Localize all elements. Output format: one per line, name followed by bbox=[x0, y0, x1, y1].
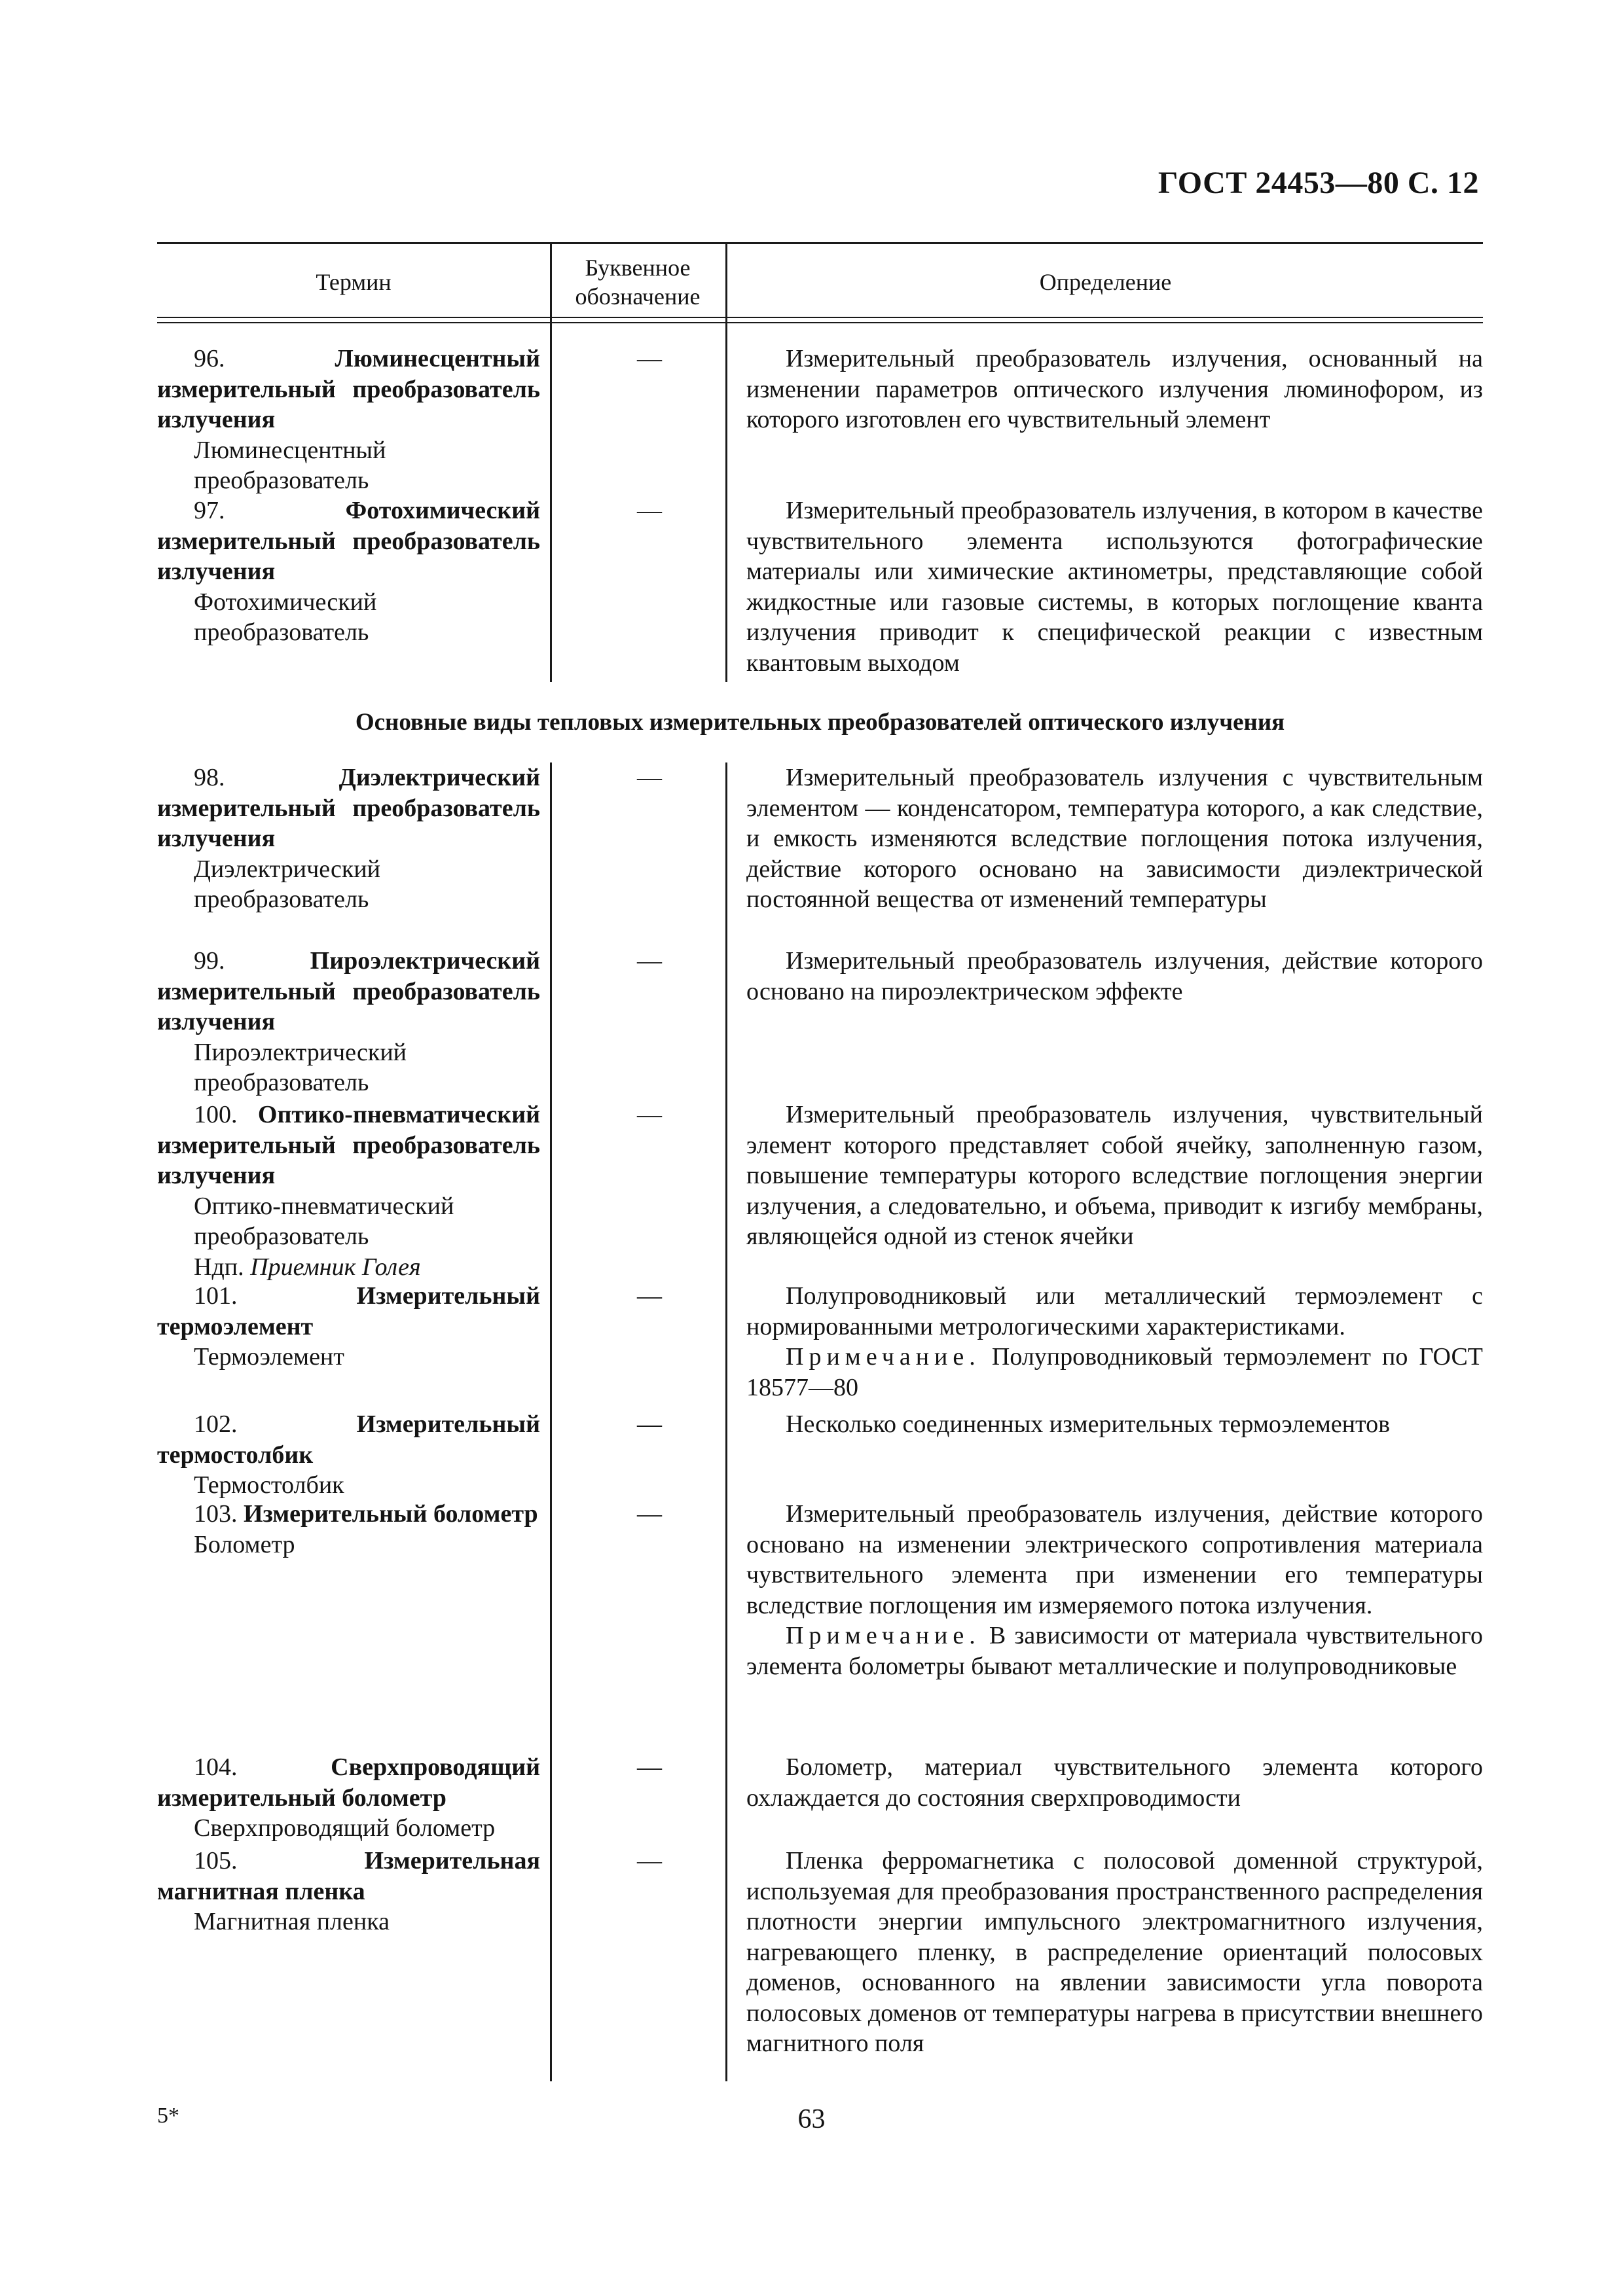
definition-cell: Измерительный преобразователь излучения, в котором в качестве чувствительного элемента используются фотографические материалы или химические актинометры, представляющие собой жидкостные или газовые системы, в которых поглощение кванта излучения приводит к специфической реакции с известным квантовым выходом bbox=[746, 497, 1483, 677]
definition-cell: Измерительный преобразователь излучения с чувствительным элементом — конденсатором, температура которого, а как следствие, и емкость изменяются вследствие поглощения потока излучения, действие которого основано на зависимости диэлектрической постоянной вещества от изменений температуры bbox=[746, 764, 1483, 913]
term-number: 103. bbox=[194, 1500, 238, 1528]
term-name: Измерительный термоэлемент bbox=[157, 1282, 540, 1340]
term-name: Измерительный болометр bbox=[244, 1500, 538, 1528]
definition-note bbox=[746, 1621, 1483, 1681]
term-name: Измерительная магнитная пленка bbox=[157, 1847, 540, 1905]
definition-cell: Измерительный преобразователь излучения, основанный на изменении параметров оптического излучения люминофором, из которого изготовлен его чувствительный элемент bbox=[746, 345, 1483, 433]
symbol-cell: — bbox=[637, 1101, 662, 1128]
term-synonym: Сверхпроводящий болометр bbox=[194, 1814, 496, 1842]
term-synonym: Фотохимический преобразователь bbox=[194, 588, 377, 646]
symbol-cell: — bbox=[637, 1410, 662, 1438]
symbol-cell: — bbox=[637, 345, 662, 372]
term-cell bbox=[157, 1752, 540, 1844]
column-header-definition: Определение bbox=[1039, 269, 1172, 295]
term-cell bbox=[157, 1281, 540, 1372]
term-number: 104. bbox=[194, 1753, 238, 1781]
definition-cell: Измерительный преобразователь излучения, действие которого основано на пироэлектрическом эффекте bbox=[746, 947, 1483, 1005]
note-label: Примечание. bbox=[786, 1622, 981, 1649]
term-cell bbox=[157, 1409, 540, 1501]
symbol-cell: — bbox=[637, 497, 662, 524]
term-synonym: Диэлектрический преобразователь bbox=[194, 855, 380, 913]
term-cell bbox=[157, 762, 540, 915]
term-synonym: Пироэлектрический преобразователь bbox=[194, 1038, 407, 1096]
term-cell bbox=[157, 946, 540, 1098]
note-text: Полупроводниковый термоэлемент по ГОСТ 18577—80 bbox=[746, 1343, 1484, 1401]
definition-cell: Несколько соединенных измерительных термоэлементов bbox=[786, 1410, 1391, 1438]
symbol-cell: — bbox=[637, 947, 662, 975]
term-name: Люминесцентный измерительный преобразователь излучения bbox=[157, 345, 540, 433]
column-divider-left bbox=[550, 762, 552, 2081]
term-number: 105. bbox=[194, 1847, 238, 1874]
note-text: В зависимости от материала чувствительного элемента болометры бывают металлические и полупроводниковые bbox=[746, 1622, 1483, 1680]
symbol-cell: — bbox=[637, 1500, 662, 1528]
term-deprecated: Ндп. Приемник Голея bbox=[194, 1253, 421, 1281]
section-title: Основные виды тепловых измерительных преобразователей оптического излучения bbox=[355, 709, 1285, 736]
symbol-cell: — bbox=[637, 764, 662, 791]
term-cell bbox=[157, 495, 540, 648]
term-cell bbox=[157, 1499, 540, 1560]
definition-cell: Измерительный преобразователь излучения, чувствительный элемент которого представляет собой ячейку, заполненную газом, повышение температуры которого вследствие поглощения энергии излучения, а следовательно, и объема, приводит к изгибу мембраны, являющейся одной из стенок ячейки bbox=[746, 1101, 1483, 1250]
term-name: Оптико-пневматический измерительный преобразователь излучения bbox=[157, 1101, 540, 1189]
note-label: Примечание. bbox=[786, 1343, 981, 1371]
term-name: Измерительный термостолбик bbox=[157, 1410, 540, 1469]
term-cell bbox=[157, 1100, 540, 1282]
term-name: Фотохимический измерительный преобразователь излучения bbox=[157, 497, 540, 585]
symbol-cell: — bbox=[637, 1847, 662, 1874]
deprecated-term: Приемник Голея bbox=[250, 1253, 421, 1281]
column-header-symbol: Буквенное обозначение bbox=[575, 255, 701, 310]
symbol-cell: — bbox=[637, 1753, 662, 1781]
definition-cell: Полупроводниковый или металлический термоэлемент с нормированными метрологическими характеристиками. Примечание. Полупроводниковый термоэлемент по ГОСТ 18577—80 bbox=[746, 1281, 1483, 1403]
term-number: 100. bbox=[194, 1101, 238, 1128]
term-number: 99. bbox=[194, 947, 225, 975]
term-number: 102. bbox=[194, 1410, 238, 1438]
symbol-cell: — bbox=[637, 1282, 662, 1310]
page-number: 63 bbox=[797, 2104, 826, 2134]
document-header: ГОСТ 24453—80 С. 12 bbox=[1158, 166, 1479, 200]
definition-cell: Измерительный преобразователь излучения, действие которого основано на изменении электрического сопротивления материала чувствительного элемента при изменении его температуры вследствие поглощения им измеряемого потока излучения. Примечание. В зависимости от материала чувствительного элемента болометры бывают металлические и полупроводниковые bbox=[746, 1499, 1483, 1681]
term-name: Диэлектрический измерительный преобразователь излучения bbox=[157, 764, 540, 852]
column-divider-left bbox=[550, 242, 552, 682]
term-name: Пироэлектрический измерительный преобразователь излучения bbox=[157, 947, 540, 1035]
term-number: 98. bbox=[194, 764, 225, 791]
term-synonym: Люминесцентный преобразователь bbox=[194, 436, 386, 494]
table-head-rule-2 bbox=[157, 322, 1483, 323]
term-number: 97. bbox=[194, 497, 225, 524]
sheet-signature: 5* bbox=[157, 2104, 179, 2128]
term-synonym: Оптико-пневматический преобразователь bbox=[194, 1192, 454, 1250]
term-synonym: Термоэлемент bbox=[194, 1343, 344, 1371]
term-name: Сверхпроводящий измерительный болометр bbox=[157, 1753, 540, 1812]
term-cell bbox=[157, 344, 540, 496]
column-header-term: Термин bbox=[316, 269, 392, 295]
term-cell bbox=[157, 1846, 540, 1937]
definition-cell: Пленка ферромагнетика с полосовой доменной структурой, используемая для преобразования пространственного распределения плотности энергии импульсного электромагнитного излучения, нагревающего пленку, в распределение ориентаций полосовых доменов, основанного на явлении зависимости угла поворота полосовых доменов от температуры нагрева в присутствии внешнего магнитного поля bbox=[746, 1847, 1483, 2057]
term-synonym: Термостолбик bbox=[194, 1471, 344, 1499]
term-number: 101. bbox=[194, 1282, 238, 1310]
term-synonym: Болометр bbox=[194, 1530, 295, 1558]
definition-cell: Болометр, материал чувствительного элемента которого охлаждается до состояния сверхпроводимости bbox=[746, 1753, 1483, 1812]
term-number: 96. bbox=[194, 345, 225, 372]
column-divider-right bbox=[725, 242, 727, 682]
term-synonym: Магнитная пленка bbox=[194, 1908, 390, 1935]
definition-note bbox=[746, 1342, 1483, 1403]
